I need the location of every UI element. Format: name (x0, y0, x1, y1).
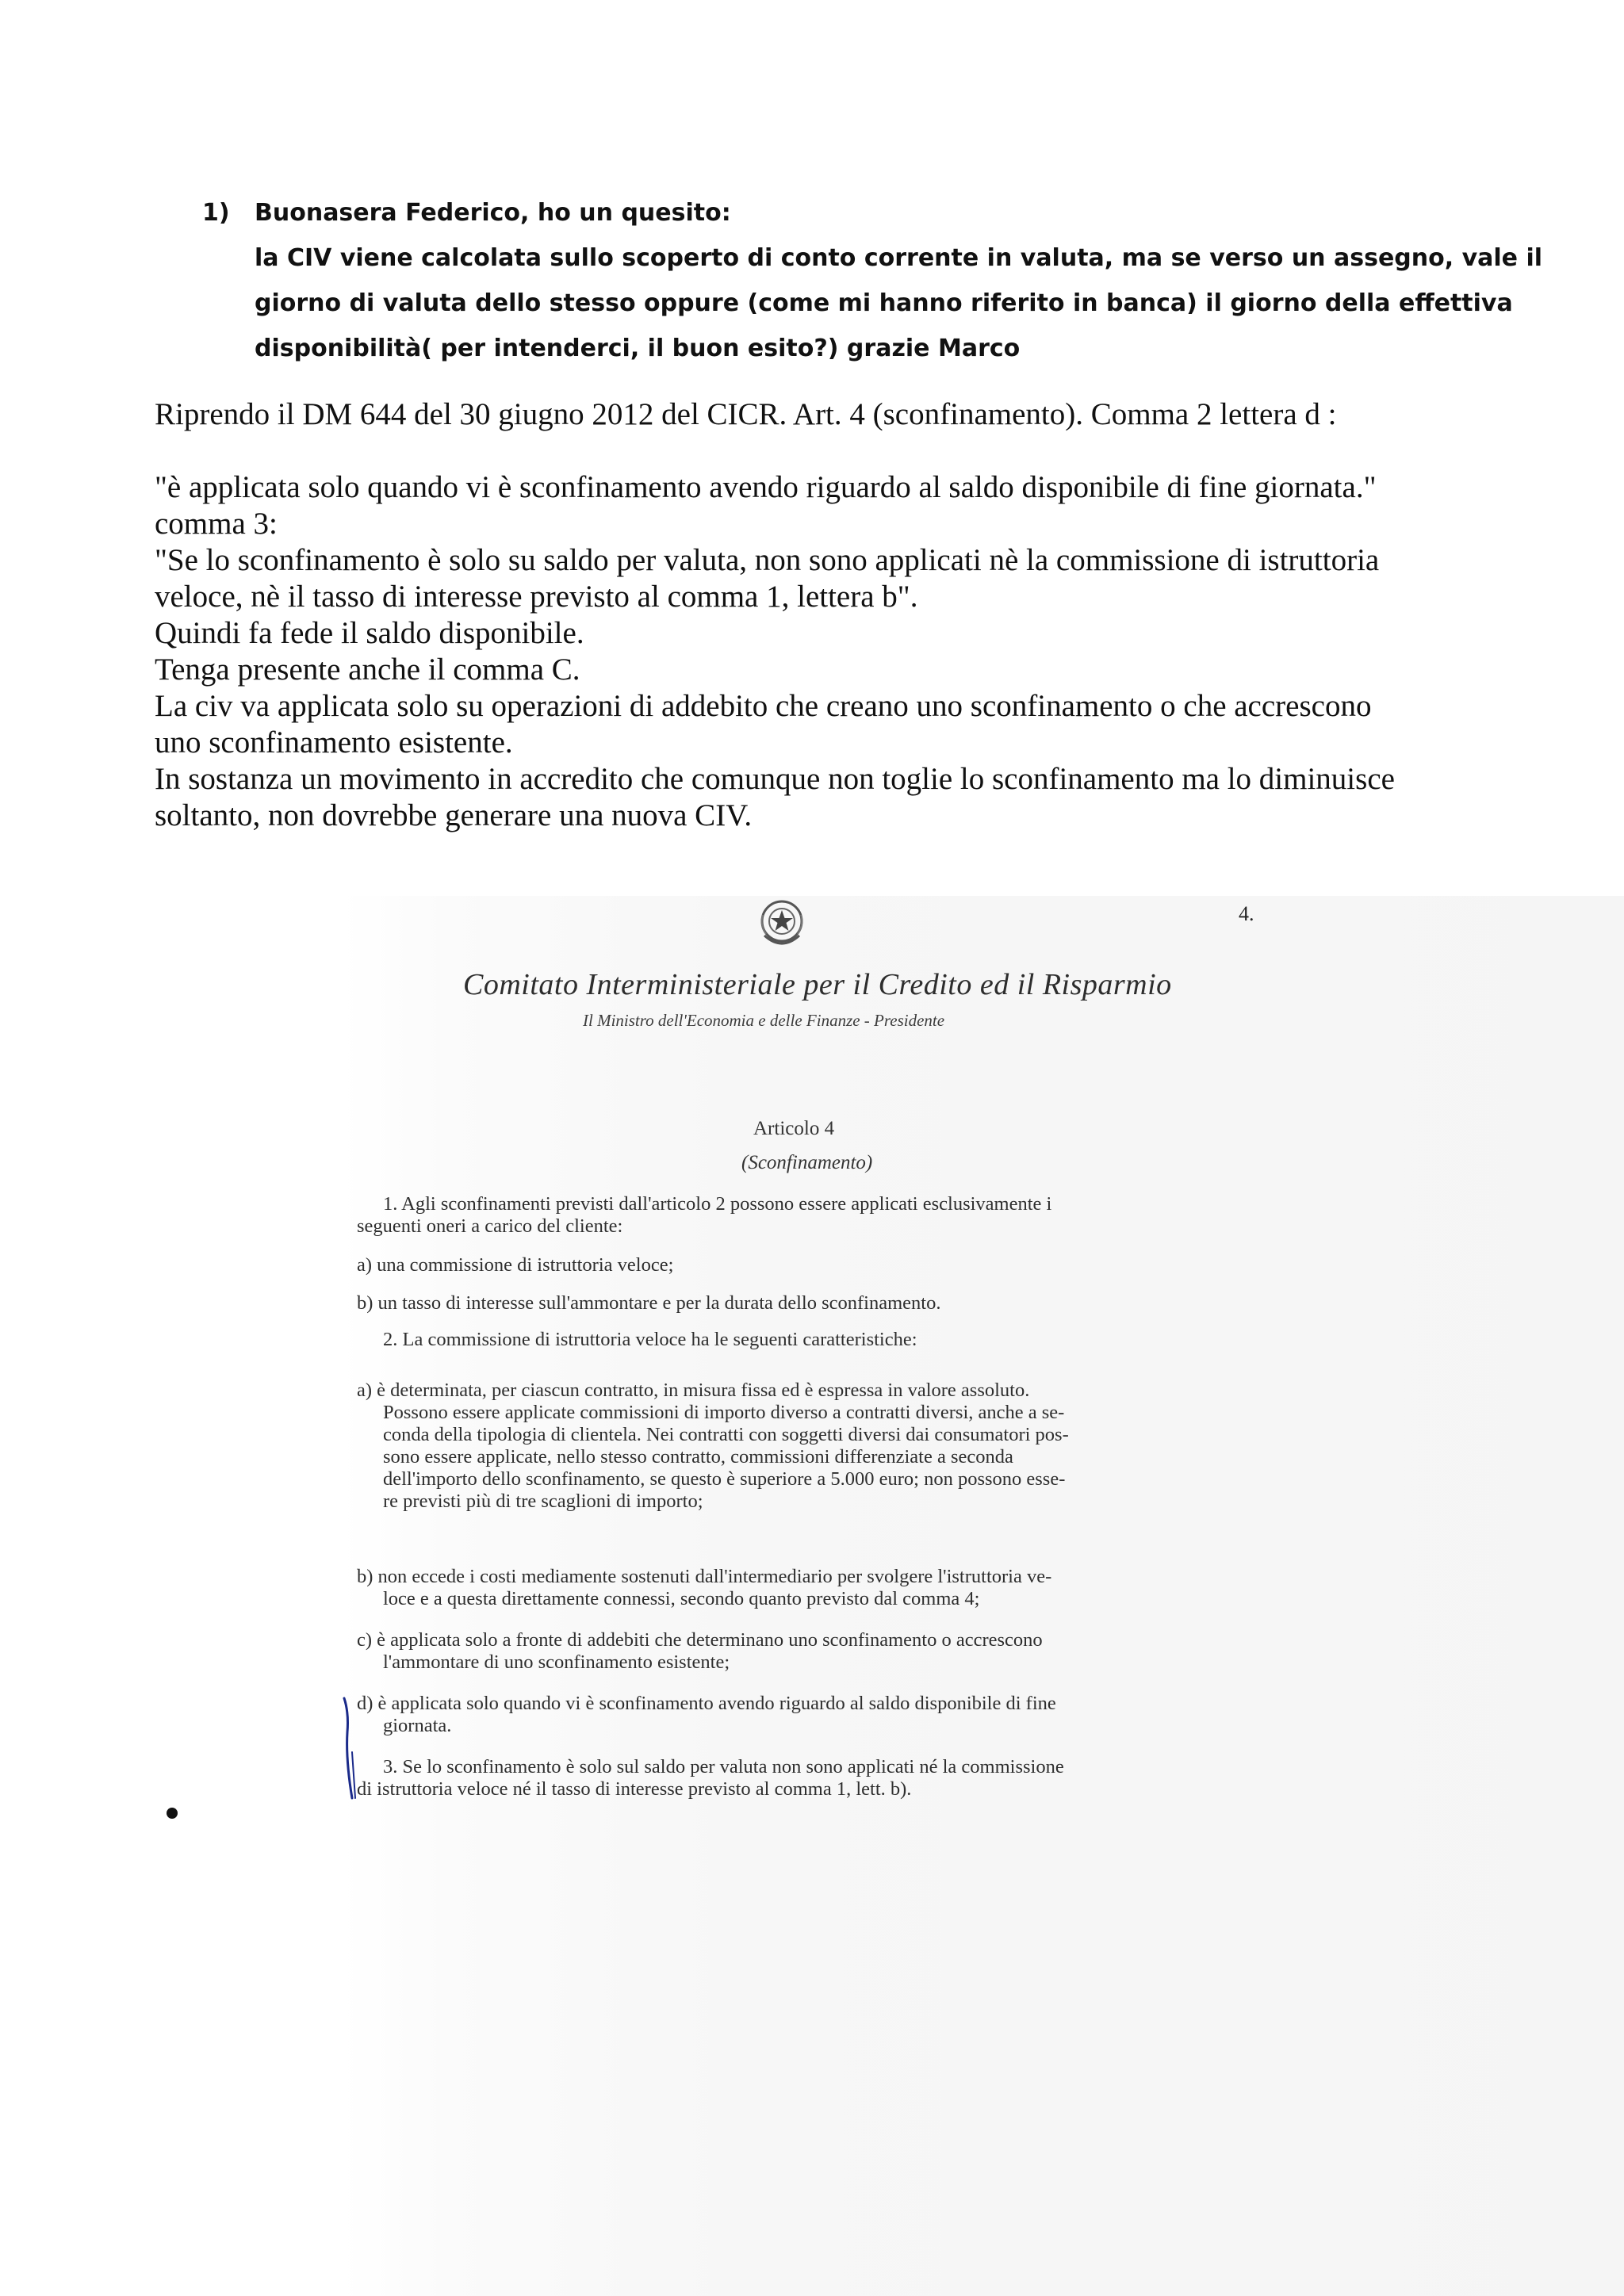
handwritten-bracket-icon (341, 1697, 358, 1800)
reply-line: Tenga presente anche il comma C. (155, 652, 580, 687)
paragraph-line: l'ammontare di uno sconfinamento esistente; (383, 1651, 730, 1673)
institution-title: Comitato Interministeriale per il Credito ed il Risparmio (463, 968, 1172, 1001)
article-paragraph (357, 1380, 1293, 1513)
page-number: 4. (1239, 902, 1254, 925)
paragraph-line: re previsti più di tre scaglioni di importo; (383, 1490, 703, 1512)
question-number: 1) (202, 199, 230, 227)
article-paragraph (357, 1292, 1293, 1314)
paragraph-line: a) è determinata, per ciascun contratto, in misura fissa ed è espressa in valore assoluto. (357, 1380, 1030, 1401)
reply-line: La civ va applicata solo su operazioni di addebito che creano uno sconfinamento o che accrescono (155, 689, 1372, 723)
reply-intro: Riprendo il DM 644 del 30 giugno 2012 del CICR. Art. 4 (sconfinamento). Comma 2 lettera d : (155, 397, 1337, 431)
article-paragraph (357, 1693, 1293, 1737)
reply-block (155, 396, 1487, 834)
paragraph-line: giornata. (383, 1715, 452, 1736)
paragraph-line: Possono essere applicate commissioni di importo diverso a contratti diversi, anche a se- (383, 1402, 1065, 1423)
paragraph-line: loce e a questa direttamente connessi, secondo quanto previsto dal comma 4; (383, 1588, 980, 1609)
article-paragraph (357, 1254, 1293, 1276)
reply-line: veloce, nè il tasso di interesse previsto al comma 1, lettera b". (155, 580, 918, 614)
paragraph-line: conda della tipologia di clientela. Nei contratti con soggetti diversi dai consumatori pos- (383, 1424, 1069, 1445)
article-paragraph (357, 1629, 1293, 1674)
paragraph-line: b) non eccede i costi mediamente sostenuti dall'intermediario per svolgere l'istruttoria ve- (357, 1566, 1052, 1587)
reply-line: Quindi fa fede il saldo disponibile. (155, 616, 584, 650)
scanned-document (341, 896, 1624, 2296)
reply-line: "Se lo sconfinamento è solo su saldo per valuta, non sono applicati nè la commissione di istruttoria (155, 543, 1380, 577)
paragraph-line: 2. La commissione di istruttoria veloce ha le seguenti caratteristiche: (383, 1329, 917, 1350)
paragraph-line: sono essere applicate, nello stesso contratto, commissioni differenziate a seconda (383, 1446, 1013, 1468)
question-text (255, 190, 1543, 371)
scanned-page (341, 896, 1293, 1800)
question-line: la CIV viene calcolata sullo scoperto di conto corrente in valuta, ma se verso un assegno, vale il (255, 244, 1543, 272)
question-line: disponibilità( per intenderci, il buon esito?) grazie Marco (255, 335, 1021, 362)
question-line: Buonasera Federico, ho un quesito: (255, 199, 731, 227)
article-paragraph (357, 1193, 1293, 1238)
paragraph-line: d) è applicata solo quando vi è sconfinamento avendo riguardo al saldo disponibile di fine (357, 1693, 1056, 1714)
reply-line: uno sconfinamento esistente. (155, 725, 513, 760)
institution-subtitle: Il Ministro dell'Economia e delle Finanze - Presidente (583, 1011, 945, 1030)
article-heading: Articolo 4 (753, 1118, 835, 1139)
article-paragraph (357, 1329, 1293, 1351)
reply-line: "è applicata solo quando vi è sconfinamento avendo riguardo al saldo disponibile di fine giornata." (155, 470, 1377, 504)
paragraph-line: b) un tasso di interesse sull'ammontare e per la durata dello sconfinamento. (357, 1292, 941, 1314)
reply-spacer (155, 433, 1487, 469)
paragraph-line: seguenti oneri a carico del cliente: (357, 1215, 623, 1237)
article-paragraph (357, 1756, 1293, 1800)
reply-line: comma 3: (155, 507, 278, 541)
list-bullet-icon (167, 1808, 178, 1819)
paragraph-line: 1. Agli sconfinamenti previsti dall'articolo 2 possono essere applicati esclusivamente i (383, 1193, 1052, 1215)
reply-line: In sostanza un movimento in accredito che comunque non toglie lo sconfinamento ma lo diminuisce (155, 762, 1395, 796)
question-block (202, 190, 1543, 371)
paragraph-line: di istruttoria veloce né il tasso di interesse previsto al comma 1, lett. b). (357, 1778, 912, 1800)
article-subheading: (Sconfinamento) (741, 1152, 873, 1173)
paragraph-line: 3. Se lo sconfinamento è solo sul saldo per valuta non sono applicati né la commissione (383, 1756, 1064, 1777)
paragraph-line: c) è applicata solo a fronte di addebiti che determinano uno sconfinamento o accrescono (357, 1629, 1043, 1651)
question-line: giorno di valuta dello stesso oppure (come mi hanno riferito in banca) il giorno della effettiva (255, 289, 1513, 317)
republic-emblem-icon (756, 896, 807, 951)
article-paragraph (357, 1566, 1293, 1610)
reply-line: soltanto, non dovrebbe generare una nuova CIV. (155, 798, 753, 832)
paragraph-line: a) una commissione di istruttoria veloce; (357, 1254, 674, 1276)
paragraph-line: dell'importo dello sconfinamento, se questo è superiore a 5.000 euro; non possono esse- (383, 1468, 1066, 1490)
